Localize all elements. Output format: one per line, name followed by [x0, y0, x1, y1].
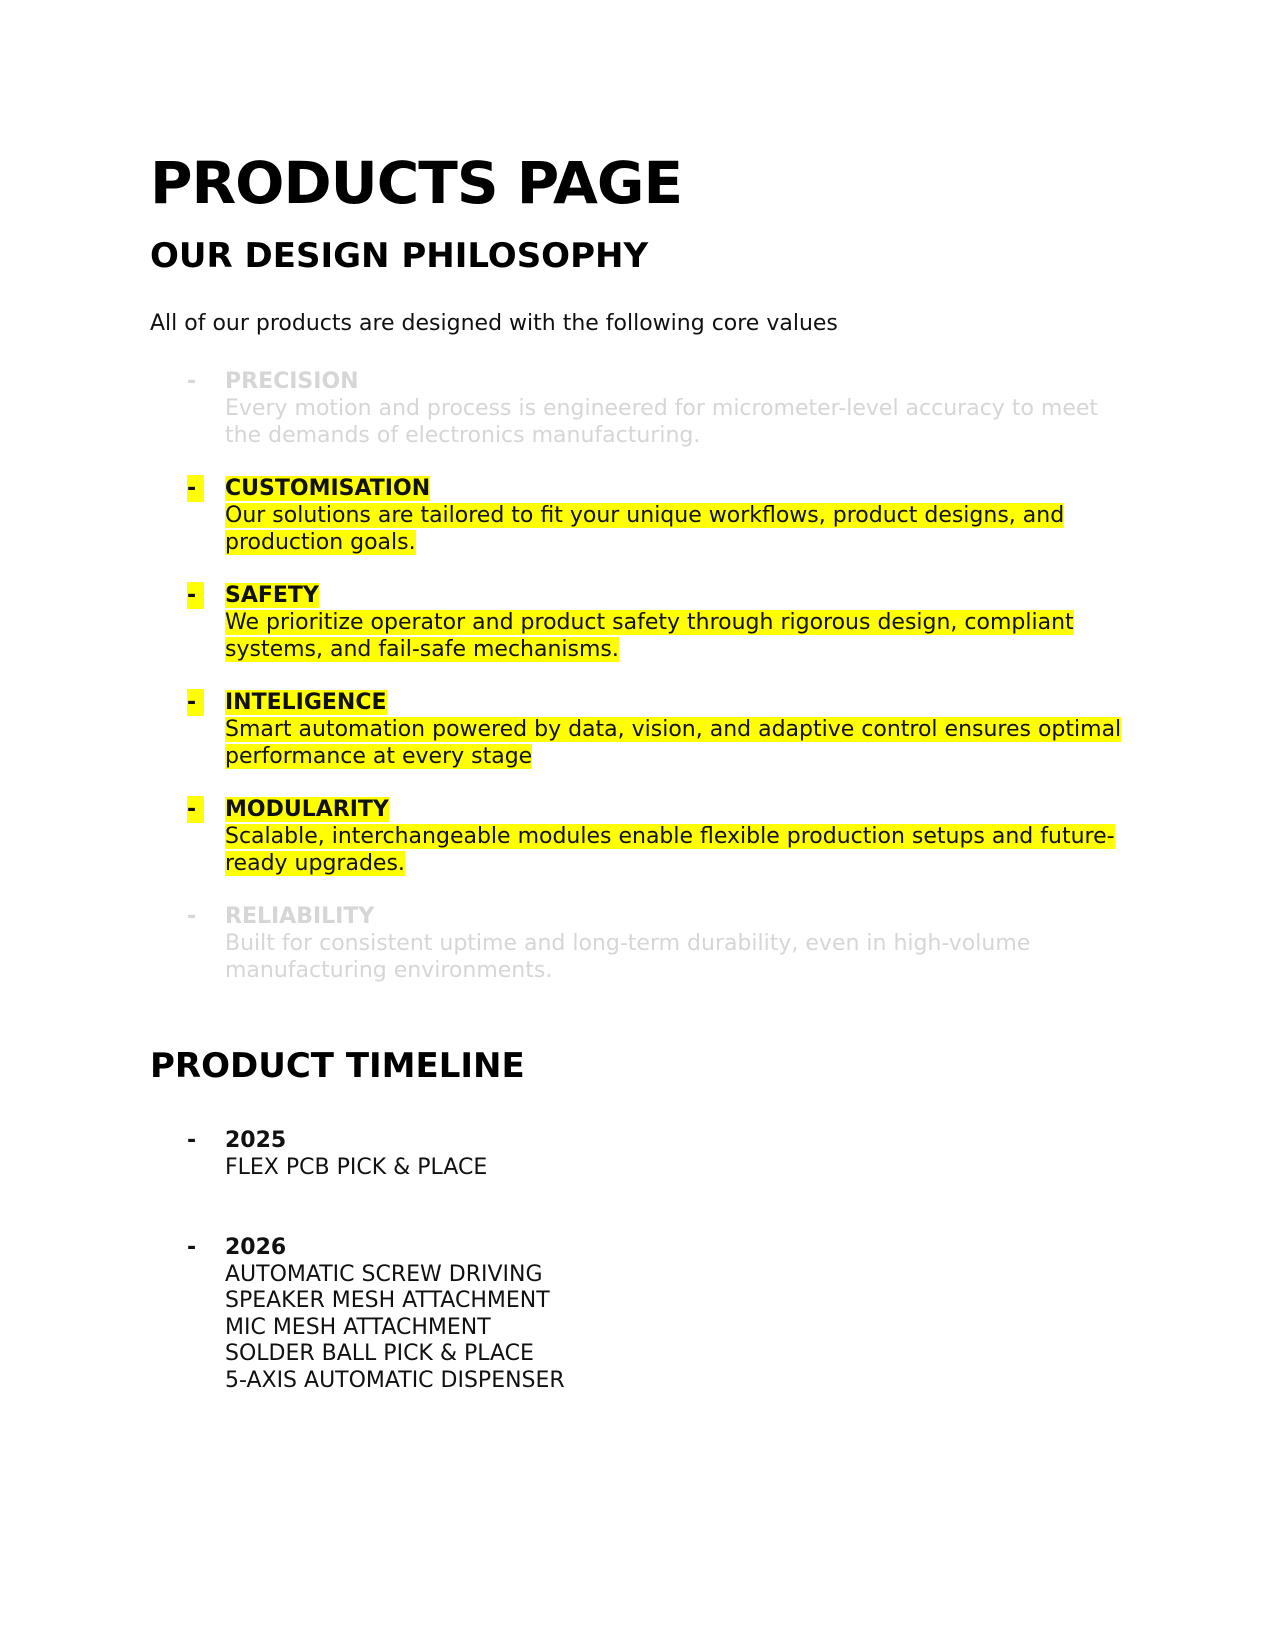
timeline-entry-2025: [150, 1128, 1130, 1181]
list-bullet: -: [187, 369, 197, 394]
design-philosophy-heading: OUR DESIGN PHILOSOPHY: [150, 236, 649, 276]
value-item-reliability: [150, 903, 1130, 984]
timeline-product: AUTOMATIC SCREW DRIVING: [225, 1261, 543, 1287]
value-item-customisation: [150, 475, 1130, 556]
timeline-entry-2026: [150, 1235, 1130, 1394]
value-item-safety: [150, 582, 1130, 663]
timeline-product: FLEX PCB PICK & PLACE: [225, 1154, 488, 1180]
product-timeline-heading: PRODUCT TIMELINE: [150, 1046, 525, 1086]
list-bullet: -: [187, 1235, 197, 1260]
value-description: Smart automation powered by data, vision, and adaptive control ensures optimal performance at every stage: [225, 717, 1122, 769]
value-description: Our solutions are tailored to fit your unique workflows, product designs, and production goals.: [225, 503, 1065, 555]
page-title: PRODUCTS PAGE: [150, 149, 683, 217]
value-name: PRECISION: [225, 369, 359, 394]
document-page: [150, 150, 1130, 1448]
list-bullet: -: [187, 1128, 197, 1153]
list-bullet: -: [187, 475, 204, 502]
value-description: Scalable, interchangeable modules enable flexible production setups and future-ready upgrades.: [225, 824, 1115, 876]
value-description: Every motion and process is engineered for micrometer-level accuracy to meet the demands of electronics manufacturing.: [225, 396, 1099, 448]
value-description: Built for consistent uptime and long-term durability, even in high-volume manufacturing environments.: [225, 931, 1031, 983]
list-bullet: -: [187, 904, 197, 929]
core-values-list: [150, 368, 1130, 984]
timeline-product: SPEAKER MESH ATTACHMENT: [225, 1288, 550, 1313]
value-name: SAFETY: [225, 583, 319, 608]
value-name: RELIABILITY: [225, 904, 375, 929]
list-bullet: -: [187, 796, 204, 823]
timeline-year: 2025: [225, 1128, 287, 1153]
philosophy-intro: All of our products are designed with the following core values: [150, 311, 838, 336]
timeline-product: 5-AXIS AUTOMATIC DISPENSER: [225, 1367, 565, 1393]
list-bullet: -: [187, 582, 204, 609]
value-name: MODULARITY: [225, 797, 389, 822]
value-name: INTELIGENCE: [225, 690, 387, 715]
list-bullet: -: [187, 689, 204, 716]
value-description: We prioritize operator and product safety through rigorous design, compliant systems, and fail-safe mechanisms.: [225, 610, 1074, 662]
value-item-precision: [150, 368, 1130, 449]
value-item-modularity: [150, 796, 1130, 877]
value-item-inteligence: [150, 689, 1130, 770]
timeline-product: MIC MESH ATTACHMENT: [225, 1314, 491, 1340]
timeline-list: [150, 1128, 1130, 1394]
timeline-product: SOLDER BALL PICK & PLACE: [225, 1341, 534, 1366]
value-name: CUSTOMISATION: [225, 476, 431, 501]
timeline-year: 2026: [225, 1235, 287, 1260]
